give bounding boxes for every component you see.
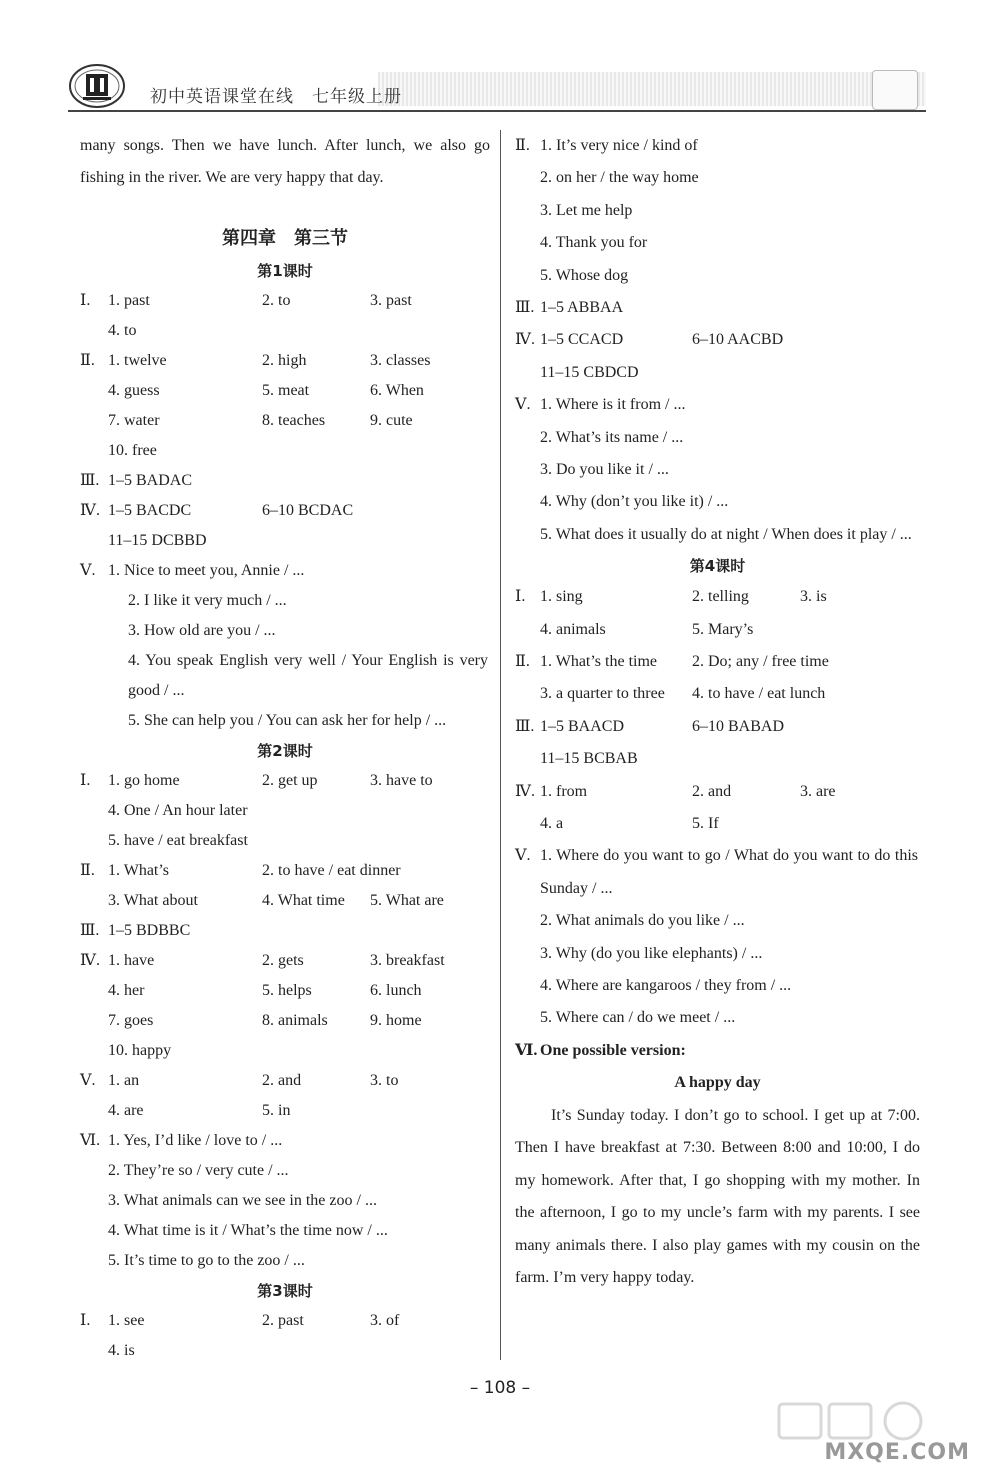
- answer: 1. sing: [540, 588, 583, 606]
- answer: 5. It’s time to go to the zoo / ...: [108, 1252, 305, 1269]
- section-numeral: Ⅴ.: [515, 396, 531, 414]
- lesson-heading: 第2课时: [257, 742, 313, 760]
- answer: 11–15 DCBBD: [108, 532, 207, 549]
- answer-row: [80, 856, 490, 886]
- answer: 3. breakfast: [370, 952, 445, 969]
- section-numeral: Ⅵ.: [515, 1041, 538, 1059]
- answer: 1–5 BDBBC: [108, 922, 191, 939]
- answer: 1. an: [108, 1072, 140, 1089]
- answer-row: [80, 646, 490, 706]
- answer: 1–5 CCACD: [540, 331, 624, 349]
- section-numeral: Ⅰ.: [80, 1312, 91, 1329]
- answer: 2. to have / eat dinner: [262, 862, 401, 879]
- answer: 1–5 BADAC: [108, 472, 193, 489]
- page-number: – 108 –: [469, 1378, 531, 1398]
- answer: 4. Where are kangaroos / they from / ...: [540, 976, 792, 994]
- answer-row: [515, 486, 920, 518]
- answer-row: [80, 916, 490, 946]
- answer-row: [515, 840, 920, 905]
- answer-row: [80, 946, 490, 976]
- answer-row: [80, 706, 490, 736]
- answer: 4. guess: [108, 382, 160, 399]
- section-numeral: Ⅳ.: [80, 502, 100, 519]
- answer-row: [80, 496, 490, 526]
- answer-row: [80, 796, 490, 826]
- answer: 1. have: [108, 952, 155, 969]
- section-numeral: Ⅴ.: [80, 562, 96, 579]
- answer: 3. past: [370, 292, 412, 309]
- answer-row: [80, 1336, 490, 1366]
- answer: 3. Why (do you like elephants) / ...: [540, 944, 763, 962]
- answer-row: [515, 614, 920, 646]
- answer-row: [80, 1066, 490, 1096]
- answer: 2. Do; any / free time: [692, 652, 829, 670]
- answer-row: [80, 346, 490, 376]
- answer-row: [515, 162, 920, 194]
- essay-label: One possible version:: [540, 1041, 686, 1059]
- answer: 7. goes: [108, 1012, 154, 1029]
- answer: 5. Where can / do we meet / ...: [540, 1009, 736, 1027]
- header-rule: [68, 110, 926, 112]
- section-numeral: Ⅲ.: [515, 717, 535, 735]
- answer: 11–15 BCBAB: [540, 750, 638, 768]
- column-divider: [500, 130, 501, 1360]
- lesson-heading: 第1课时: [257, 262, 313, 280]
- answer-row: [80, 1126, 490, 1156]
- answer: 8. animals: [262, 1012, 328, 1029]
- answer: 3. have to: [370, 772, 433, 789]
- answer: 11–15 CBDCD: [540, 363, 639, 381]
- header-stamp-icon: [872, 70, 918, 110]
- answer: 1. What’s the time: [540, 652, 658, 670]
- page-header: [68, 62, 926, 112]
- answer: 5. helps: [262, 982, 312, 999]
- answer-row: [80, 586, 490, 616]
- answer: 2. get up: [262, 772, 318, 789]
- lesson-heading: 第4课时: [689, 557, 746, 576]
- answer-row: [80, 886, 490, 916]
- chapter-heading: 第四章 第三节: [222, 228, 348, 249]
- answer-row: [515, 711, 920, 743]
- answer: 4. One / An hour later: [108, 802, 248, 819]
- answer-row: [515, 938, 920, 970]
- answer-row: [515, 581, 920, 613]
- header-decorative-band: [378, 72, 926, 106]
- answer: 1. Yes, I’d like / love to / ...: [108, 1132, 283, 1149]
- answer: 6–10 BABAD: [692, 717, 785, 735]
- answer-row: [515, 324, 920, 356]
- answer-row: [515, 422, 920, 454]
- answer: 3. What animals can we see in the zoo / ...: [108, 1192, 377, 1209]
- answer-row: [515, 808, 920, 840]
- essay-body: It’s Sunday today. I don’t go to school. I get up at 7:00. Then I have breakfast at 7:30. Between 8:00 and 10:00, I do my homework. After that, I go shopping with my mother. In the afternoon, I go to my uncle’s farm with my parents. I see many animals there. I also play games with my cousin on the farm. I’m very happy today.: [515, 1106, 920, 1287]
- answer: 6–10 BCDAC: [262, 502, 354, 519]
- answer-row: [515, 130, 920, 162]
- answer-row: [515, 454, 920, 486]
- answer-row: [80, 406, 490, 436]
- right-column: [515, 130, 920, 1295]
- section-numeral: Ⅰ.: [80, 772, 91, 789]
- answer-row: [80, 1036, 490, 1066]
- section-numeral: Ⅲ.: [80, 922, 100, 939]
- answer: 3. to: [370, 1072, 399, 1089]
- answer: 2. high: [262, 352, 307, 369]
- answer: 5. Whose dog: [540, 266, 629, 284]
- essay-title: A happy day: [674, 1074, 761, 1092]
- answer: 9. home: [370, 1012, 422, 1029]
- answer-row: [515, 776, 920, 808]
- answer: 4. to: [108, 322, 137, 339]
- section-numeral: Ⅲ.: [515, 298, 535, 316]
- section-numeral: Ⅴ.: [80, 1072, 96, 1089]
- answer: 4. You speak English very well / Your English is very good / ...: [128, 652, 488, 699]
- answer: 1. It’s very nice / kind of: [540, 137, 698, 154]
- answer: 1–5 ABBAA: [540, 298, 624, 316]
- answer: 1. twelve: [108, 352, 167, 369]
- answer: 2. gets: [262, 952, 304, 969]
- answer-row: [80, 526, 490, 556]
- section-numeral: Ⅴ.: [515, 847, 531, 865]
- section-numeral: Ⅱ.: [515, 652, 530, 670]
- answer: 4. What time: [262, 892, 345, 909]
- answer: 5. in: [262, 1102, 291, 1119]
- answer: 8. teaches: [262, 412, 326, 429]
- answer: 3. of: [370, 1312, 400, 1329]
- section-numeral: Ⅰ.: [80, 292, 91, 309]
- answer: 3. a quarter to three: [540, 685, 665, 703]
- answer: 4. Thank you for: [540, 234, 648, 252]
- answer: 6–10 AACBD: [692, 331, 784, 349]
- answer: 2. I like it very much / ...: [128, 592, 287, 609]
- answer: 1. Nice to meet you, Annie / ...: [108, 562, 305, 579]
- answer: 3. How old are you / ...: [128, 622, 276, 639]
- answer: 2. and: [692, 782, 732, 800]
- answer: 5. If: [692, 814, 719, 832]
- answer-row: [80, 1216, 490, 1246]
- watermark-text: MXQE.COM: [824, 1440, 970, 1465]
- answer-row: [515, 357, 920, 389]
- answer: 2. to: [262, 292, 291, 309]
- section-numeral: Ⅱ.: [80, 352, 95, 369]
- answer: 2. telling: [692, 588, 749, 606]
- answer-row: [515, 1035, 920, 1067]
- answer: 6. When: [370, 382, 424, 399]
- answer: 6. lunch: [370, 982, 422, 999]
- answer-row: [515, 646, 920, 678]
- answer-row: [80, 826, 490, 856]
- answer: 1. from: [540, 782, 588, 800]
- answer-row: [80, 1006, 490, 1036]
- section-numeral: Ⅵ.: [80, 1132, 101, 1149]
- section-numeral: Ⅱ.: [515, 137, 530, 154]
- section-numeral: Ⅳ.: [515, 782, 535, 800]
- section-numeral: Ⅰ.: [515, 588, 526, 606]
- answer-row: [80, 376, 490, 406]
- answer: 10. free: [108, 442, 157, 459]
- answer-row: [80, 766, 490, 796]
- answer-row: [515, 195, 920, 227]
- answer-row: [515, 905, 920, 937]
- answer: 1. What’s: [108, 862, 170, 879]
- answer-row: [80, 1156, 490, 1186]
- book-title: 初中英语课堂在线 七年级上册: [150, 87, 402, 106]
- section-numeral: Ⅲ.: [80, 472, 100, 489]
- answer: 2. on her / the way home: [540, 169, 699, 187]
- answer: 3. Let me help: [540, 201, 633, 219]
- answer-row: [515, 260, 920, 292]
- answer: 2. What animals do you like / ...: [540, 912, 745, 930]
- answer: 4. to have / eat lunch: [692, 685, 826, 703]
- answer-row: [80, 1306, 490, 1336]
- answer: 2. What’s its name / ...: [540, 428, 684, 446]
- answer-row: [515, 1002, 920, 1034]
- answer-row: [80, 1246, 490, 1276]
- answer: 4. What time is it / What’s the time now / ...: [108, 1222, 388, 1239]
- answer: 4. Why (don’t you like it) / ...: [540, 493, 729, 511]
- answer: 1. past: [108, 292, 150, 309]
- answer-row: [80, 316, 490, 346]
- answer-row: [80, 556, 490, 586]
- section-numeral: Ⅱ.: [80, 862, 95, 879]
- answer-row: [515, 389, 920, 421]
- answer: 4. a: [540, 814, 564, 832]
- answer: 2. They’re so / very cute / ...: [108, 1162, 289, 1179]
- answer: 5. have / eat breakfast: [108, 832, 248, 849]
- answer: 5. What does it usually do at night / When does it play / ...: [540, 525, 912, 543]
- answer: 5. Mary’s: [692, 620, 754, 638]
- answer: 4. her: [108, 982, 145, 999]
- answer-row: [515, 519, 920, 551]
- answer: 9. cute: [370, 412, 413, 429]
- answer: 4. animals: [540, 620, 606, 638]
- answer-row: [80, 976, 490, 1006]
- book-logo-icon: [68, 62, 126, 110]
- answer: 10. happy: [108, 1042, 172, 1059]
- answer: 4. are: [108, 1102, 144, 1119]
- answer: 3. What about: [108, 892, 198, 909]
- answer-row: [80, 1096, 490, 1126]
- answer: 1–5 BAACD: [540, 717, 625, 735]
- answer: 1. Where is it from / ...: [540, 396, 686, 414]
- answer: 1–5 BACDC: [108, 502, 192, 519]
- answer: 2. and: [262, 1072, 302, 1089]
- answer: 3. is: [800, 588, 827, 606]
- section-numeral: Ⅳ.: [80, 952, 100, 969]
- answer-row: [515, 678, 920, 710]
- answer: 5. meat: [262, 382, 310, 399]
- answer: 2. past: [262, 1312, 304, 1329]
- answer-row: [515, 970, 920, 1002]
- answer: 1. see: [108, 1312, 145, 1329]
- answer-row: [80, 286, 490, 316]
- answer: 4. is: [108, 1342, 135, 1359]
- left-column: [80, 130, 490, 1366]
- answer-row: [515, 292, 920, 324]
- answer-row: [80, 466, 490, 496]
- answer: 3. classes: [370, 352, 431, 369]
- answer-row: [515, 743, 920, 775]
- answer: 1. Where do you want to go / What do you want to do this Sunday / ...: [540, 847, 918, 897]
- answer: 1. go home: [108, 772, 180, 789]
- answer-row: [80, 616, 490, 646]
- section-numeral: Ⅳ.: [515, 331, 535, 349]
- answer: 3. are: [800, 782, 836, 800]
- answer: 7. water: [108, 412, 160, 429]
- answer-row: [80, 1186, 490, 1216]
- answer: 5. She can help you / You can ask her for help / ...: [128, 712, 447, 729]
- answer: 5. What are: [370, 892, 444, 909]
- answer-row: [515, 227, 920, 259]
- answer: 3. Do you like it / ...: [540, 460, 669, 478]
- lesson-heading: 第3课时: [257, 1282, 313, 1300]
- intro-paragraph: many songs. Then we have lunch. After lunch, we also go fishing in the river. We are very happy that day.: [80, 137, 490, 186]
- answer-row: [80, 436, 490, 466]
